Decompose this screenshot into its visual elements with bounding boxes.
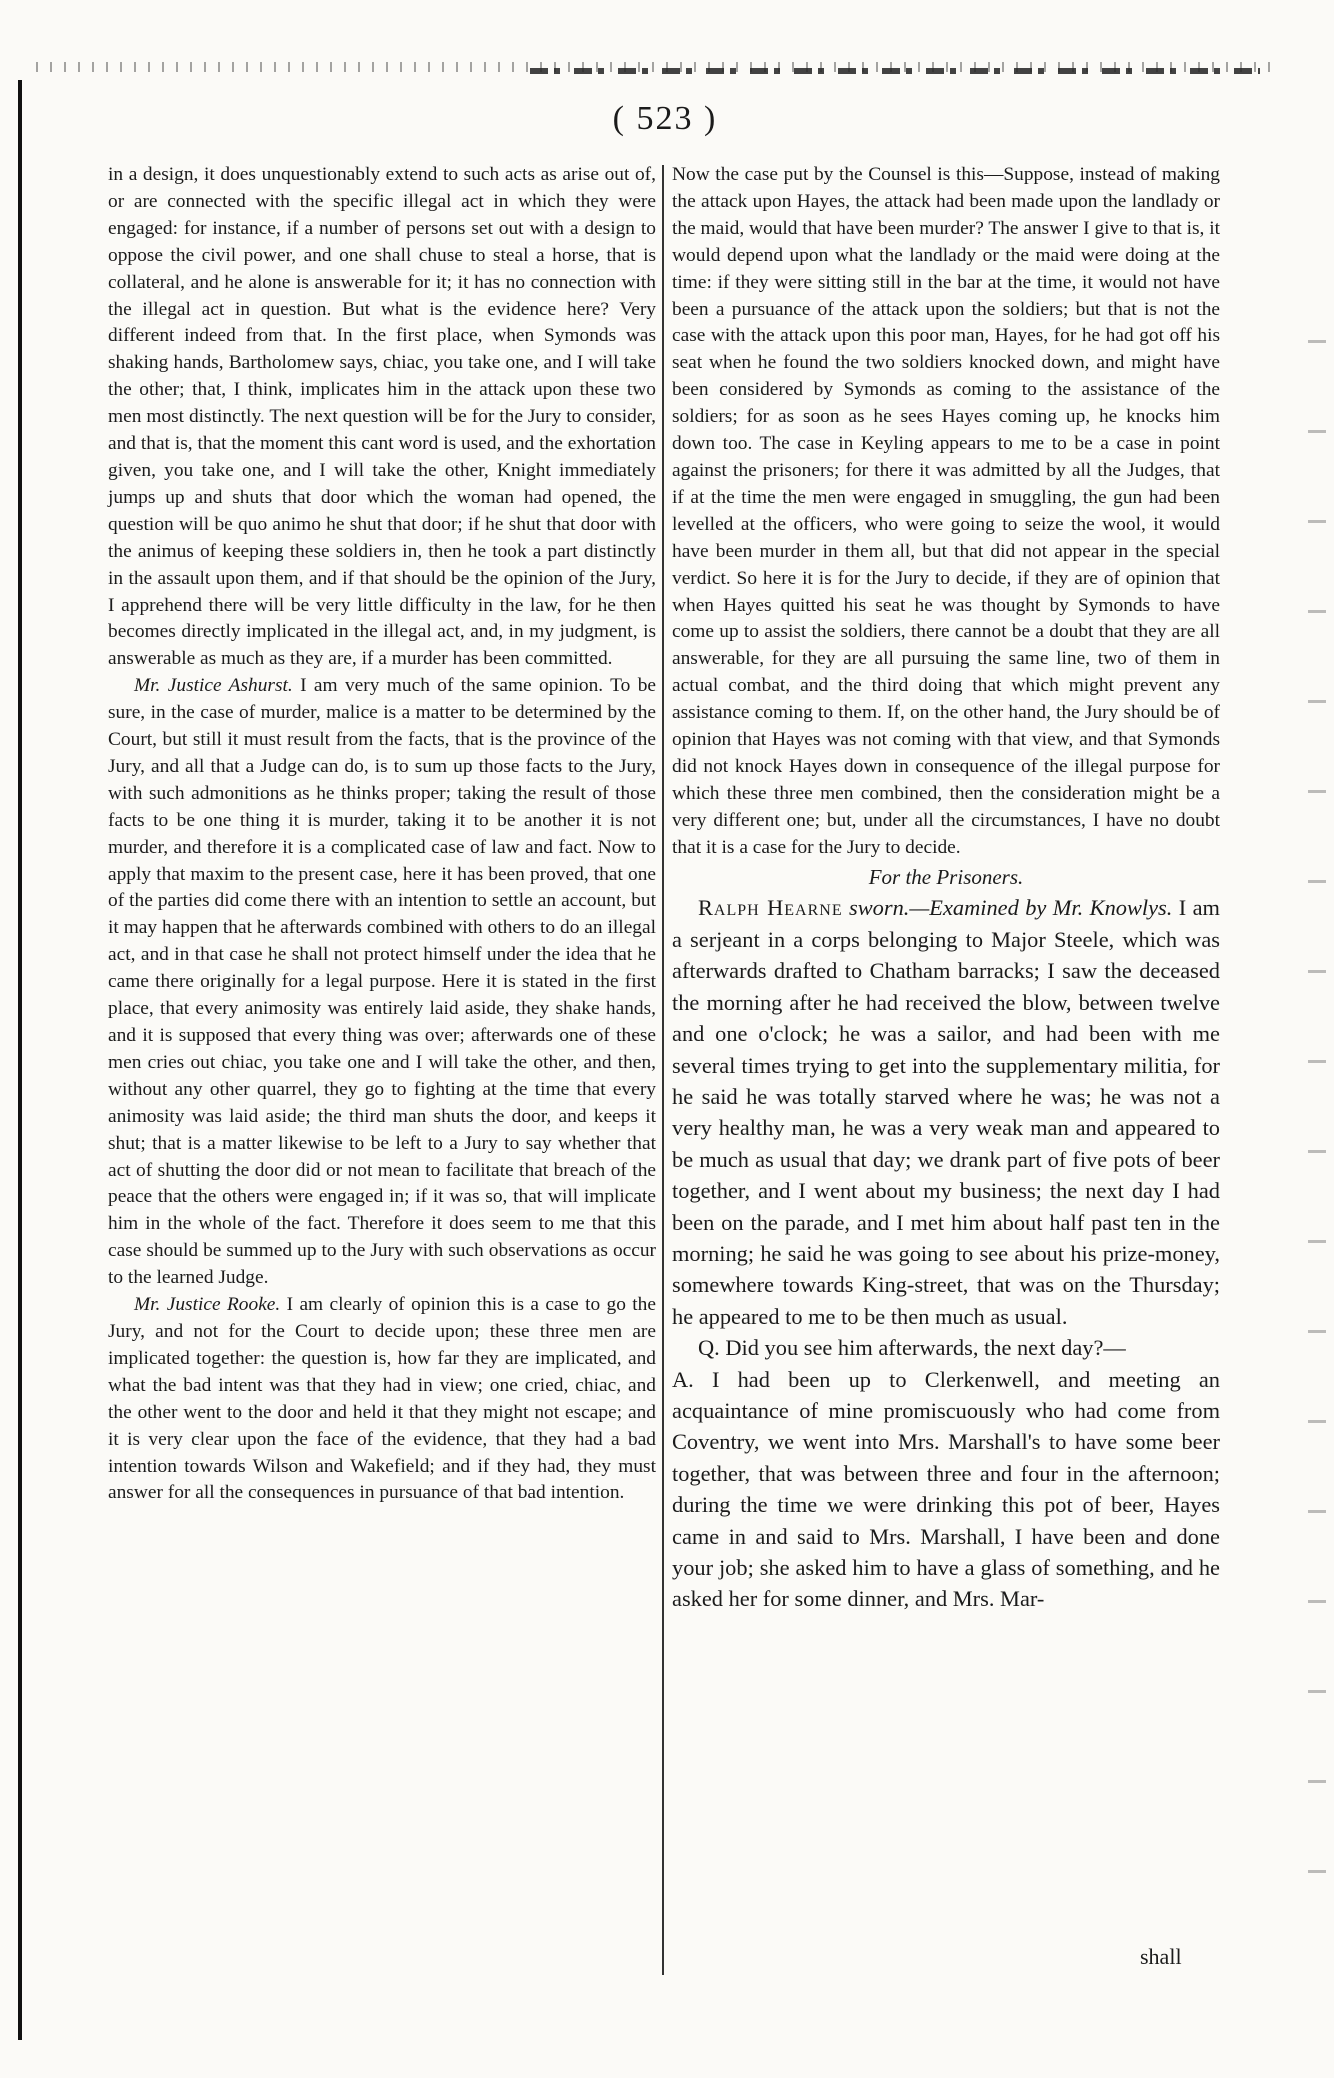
margin-specks bbox=[1308, 300, 1326, 1900]
column-divider bbox=[662, 165, 664, 1975]
right-paragraph-1: Now the case put by the Counsel is this—Suppose, instead of making the attack upon Hayes, the attack had been made upon the landlady or the maid, would that have been murder? The answer I give to that is, it would depend upon what the landlady or the maid were doing at the time: if they were sitting still in the bar at the time, it would not have been a pursuance of the attack upon the soldiers; but that is not the case with the attack upon this poor man, Hayes, for he had got off his seat when he found the two soldiers knocked down, and might have been considered by Symonds as coming to the assistance of the soldiers; for as soon as he sees Hayes coming up, he knocks him down too. The case in Keyling appears to me to be a case in point against the prisoners; for there it was admitted by all the Judges, that if at the time the men were engaged in smuggling, the gun had been levelled at the officers, who were going to seize the wool, it would have been murder in them all, but that did not appear in the special verdict. So here it is for the Jury to decide, if they are of opinion that when Hayes quitted his seat he was thought by Symonds to have come up to assist the soldiers, there cannot be a doubt that they are all answerable, for they are all pursuing the same line, two of them in actual combat, and the third doing that which might prevent any assistance coming to them. If, on the other hand, the Jury should be of opinion that Hayes was not coming with that view, and that Symonds did not knock Hayes down in consequence of the illegal purpose for which these three men combined, then the consideration might be a very different one; but, under all the circumstances, I have no doubt that it is a case for the Jury to decide. bbox=[672, 164, 1220, 858]
left-paragraph-1: in a design, it does unquestionably extend to such acts as arise out of, or are connected with the specific illegal act in which they were engaged: for instance, if a number of persons set out with a design to oppose the civil power, and one shall chuse to steal a horse, that is collateral, and he alone is answerable for it; it has no connection with the illegal act in question. But what is the evidence here? Very different indeed from that. In the first place, when Symonds was shaking hands, Bartholomew says, chiac, you take one, and I will take the other; that, I think, implicates him in the attack upon these two men most distinctly. The next question will be for the Jury to consider, and that is, that the moment this cant word is used, and the exhortation given, you take one, and I will take the other, Knight immediately jumps up and shuts that door which the woman had opened, the question will be quo animo he shut that door; if he shut that door with the animus of keeping these soldiers in, then he took a part distinctly in the assault upon them, and if that should be the opinion of the Jury, I apprehend there will be very little difficulty in the law, for he then becomes directly implicated in the illegal act, and, in my judgment, is answerable as much as they are, if a murder has been committed. bbox=[108, 164, 656, 670]
page-edge-shadow bbox=[18, 80, 22, 2040]
left-paragraph-3 bbox=[108, 1292, 656, 1507]
catchword: shall bbox=[1140, 1944, 1182, 1969]
witness-testimony: I am a serjeant in a corps belonging to Major Steele, which was afterwards drafted to Chatham barracks; I saw the deceased the morning after he had received the blow, between twelve and one o'clock; he was a sailor, and had been with me several times trying to get into the supplementary militia, for he said he was totally starved where he was; he was not a very healthy man, he was a very weak man and appeared to be much as usual that day; we drank part of five pots of beer together, and I went about my business; the next day I had been on the parade, and I met him about half past ten in the morning; he said he was going to see about his prize-money, somewhere towards King-street, that was on the Thursday; he appeared to me to be then much as usual. bbox=[672, 895, 1220, 1329]
top-printed-rule bbox=[530, 68, 1260, 74]
witness-name: Ralph Hearne bbox=[698, 895, 843, 921]
rooke-opinion: I am clearly of opinion this is a case to go the Jury, and not for the Court to decide upon; these three men are implicated together: the question is, how far they are implicated, and what the bad intent was that they had in view; one cried, chiac, and the other went to the door and held it that they might not escape; and it is very clear upon the face of the evidence, that they had a bad intention towards Wilson and Wakefield; and if they had, they must answer for all the consequences in pursuance of that bad intention. bbox=[108, 1294, 656, 1504]
answer-1: A. I had been up to Clerkenwell, and meeting an acquaintance of mine promiscuously who had come from Coventry, we went into Mrs. Marshall's to have some beer together, that was between three and four in the afternoon; during the time we were drinking this pot of beer, Hayes came in and said to Mrs. Marshall, I have been and done your job; she asked him to have a glass of something, and he asked her for some dinner, and Mrs. Mar- bbox=[672, 1366, 1220, 1612]
left-column bbox=[108, 162, 656, 1507]
left-paragraph-2 bbox=[108, 673, 656, 1292]
ashurst-opinion: I am very much of the same opinion. To be sure, in the case of murder, malice is a matter to be determined by the Court, but still it must result from the facts, that is the province of the Jury, and all that a Judge can do, is to sum up those facts to the Jury, with such admonitions as he thinks proper; taking the result of those facts to be one thing it is murder, taking it to be another it is not murder, and therefore it is a complicated case of law and fact. Now to apply that maxim to the present case, here it has been proved, that one of the parties did come there with an intention to settle an account, but it may happen that he afterwards combined with others to do an illegal act, and in that case he shall not protect himself under the idea that he came there originally for a legal purpose. Here it is stated in the first place, that every animosity was entirely laid aside, they shake hands, and it is supposed that every thing was over; afterwards one of these men cries out chiac, you take one and I will take the other, and then, without any other quarrel, they go to fighting at the time that every animosity was laid aside; the third man shuts the door, and keeps it shut; that is a matter likewise to be left to a Jury to say whether that act of shutting the door did or not mean to facilitate that breach of the peace that the others were engaged in; if it was so, that will implicate him in the whole of the fact. Therefore it does seem to me that this case should be summed up to the Jury with such observations as occur to the learned Judge. bbox=[108, 675, 657, 1289]
question-1: Q. Did you see him afterwards, the next day?— bbox=[698, 1335, 1126, 1361]
witness-paragraph bbox=[672, 892, 1220, 1332]
witness-intro: sworn.—Examined by Mr. Knowlys. bbox=[849, 895, 1173, 921]
speaker-rooke: Mr. Justice Rooke. bbox=[134, 1294, 281, 1316]
page-number: ( 523 ) bbox=[612, 100, 718, 137]
testimony-block bbox=[672, 892, 1220, 1614]
right-column bbox=[672, 162, 1220, 1615]
speaker-ashurst: Mr. Justice Ashurst. bbox=[134, 675, 293, 697]
section-heading: For the Prisoners. bbox=[868, 864, 1024, 889]
